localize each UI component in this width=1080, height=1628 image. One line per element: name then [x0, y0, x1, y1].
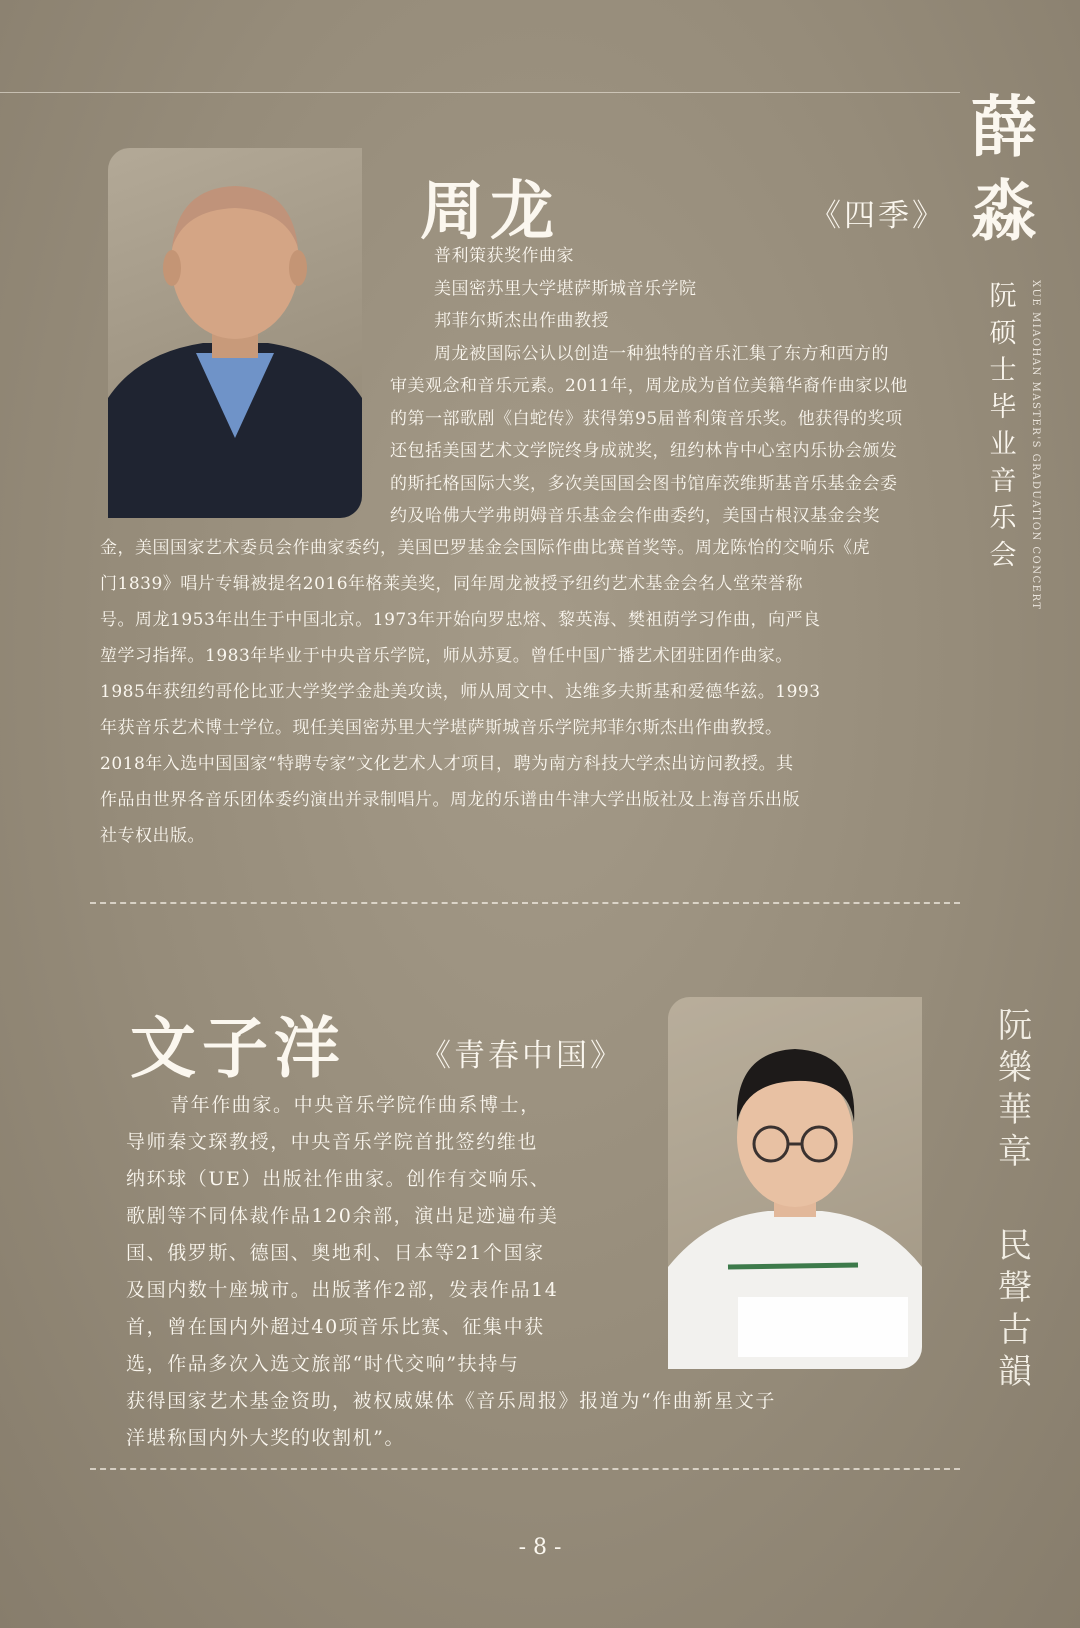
- bio-line: 普利策获奖作曲家: [434, 246, 574, 266]
- bio-line: 首，曾在国内外超过40项音乐比赛、征集中获: [126, 1316, 545, 1338]
- bottom-divider: [90, 1468, 960, 1470]
- concert-subtitle-english: XUE MIAOHAN MASTER'S GRADUATION CONCERT: [1030, 280, 1041, 611]
- bio-line: 还包括美国艺术文学院终身成就奖，纽约林肯中心室内乐协会颁发: [390, 441, 898, 461]
- seal-text-2: 民聲古韻: [998, 1226, 1032, 1392]
- bio-line: 年获音乐艺术博士学位。现任美国密苏里大学堪萨斯城音乐学院邦菲尔斯杰出作曲教授。: [100, 718, 783, 738]
- bio-line: 歌剧等不同体裁作品120余部，演出足迹遍布美: [126, 1205, 559, 1227]
- bio-line: 金，美国国家艺术委员会作曲家委约，美国巴罗基金会国际作曲比赛首奖等。周龙陈怡的交响乐《虎: [100, 538, 870, 558]
- bio-line: 2018年入选中国国家“特聘专家”文化艺术人才项目，聘为南方科技大学杰出访问教授。其: [100, 754, 794, 774]
- person-portrait-icon: [108, 148, 362, 518]
- bio-line: 社专权出版。: [100, 826, 205, 846]
- composer-name: 周龙: [420, 174, 560, 249]
- concert-subtitle: 阮硕士毕业音乐会: [989, 281, 1017, 571]
- bio-line: 堃学习指挥。1983年毕业于中央音乐学院，师从苏夏。曾任中国广播艺术团驻团作曲家。: [100, 646, 793, 666]
- composer-work-title: 《四季》: [810, 198, 946, 234]
- bio-line: 门1839》唱片专辑被提名2016年格莱美奖，同年周龙被授予纽约艺术基金会名人堂荣誉称: [100, 574, 804, 594]
- bio-line: 作品由世界各音乐团体委约演出并录制唱片。周龙的乐谱由牛津大学出版社及上海音乐出版: [100, 790, 800, 810]
- wen-ziyang-photo: [668, 997, 922, 1369]
- bio-line: 的斯托格国际大奖，多次美国国会图书馆库茨维斯基音乐基金会委: [390, 474, 898, 494]
- section-divider: [90, 902, 960, 904]
- seal-text-1: 阮樂華章: [998, 1006, 1032, 1172]
- bio-line: 的第一部歌剧《白蛇传》获得第95届普利策音乐奖。他获得的奖项: [390, 409, 903, 429]
- page-number: - 8 -: [518, 1535, 562, 1560]
- bio-line: 纳环球（UE）出版社作曲家。创作有交响乐、: [126, 1168, 551, 1190]
- bio-line: 邦菲尔斯杰出作曲教授: [434, 311, 609, 331]
- bio-line: 青年作曲家。中央音乐学院作曲系博士，: [170, 1094, 541, 1116]
- bio-line: 国、俄罗斯、德国、奥地利、日本等21个国家: [126, 1242, 545, 1264]
- composer-work-title: 《青春中国》: [420, 1038, 624, 1074]
- bio-line: 及国内数十座城市。出版著作2部，发表作品14: [126, 1279, 559, 1301]
- bio-line: 洋堪称国内外大奖的收割机”。: [126, 1427, 406, 1449]
- composer-name: 文子洋: [130, 1009, 346, 1087]
- person-portrait-icon: [668, 997, 922, 1369]
- bio-line: 选，作品多次入选文旅部“时代交响”扶持与: [126, 1353, 520, 1375]
- top-divider-line: [0, 92, 960, 93]
- bio-line: 1985年获纽约哥伦比亚大学奖学金赴美攻读，师从周文中、达维多夫斯基和爱德华兹。1993: [100, 682, 821, 702]
- bio-line: 号。周龙1953年出生于中国北京。1973年开始向罗忠熔、黎英海、樊祖荫学习作曲，向严良: [100, 610, 821, 630]
- bio-line: 获得国家艺术基金资助，被权威媒体《音乐周报》报道为“作曲新星文子: [126, 1390, 776, 1412]
- bio-line: 周龙被国际公认以创造一种独特的音乐汇集了东方和西方的: [434, 344, 889, 364]
- bio-line: 导师秦文琛教授，中央音乐学院首批签约维也: [126, 1131, 539, 1153]
- concert-title: 薛淼: [971, 88, 1037, 250]
- zhou-long-photo: [108, 148, 362, 518]
- bio-line: 美国密苏里大学堪萨斯城音乐学院: [434, 279, 697, 299]
- bio-line: 审美观念和音乐元素。2011年，周龙成为首位美籍华裔作曲家以他: [390, 376, 908, 396]
- bio-line: 约及哈佛大学弗朗姆音乐基金会作曲委约，美国古根汉基金会奖: [390, 506, 880, 526]
